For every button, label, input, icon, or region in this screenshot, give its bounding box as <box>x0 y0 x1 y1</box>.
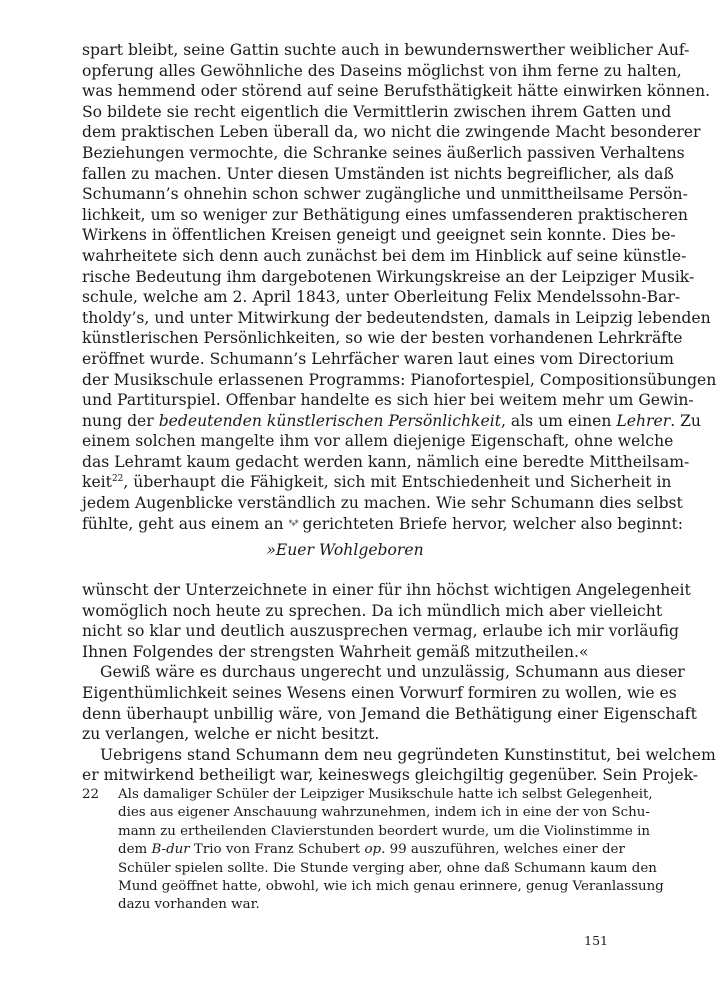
text-line: dem praktischen Leben überall da, wo nicht die zwingende Macht besonderer <box>82 123 701 142</box>
text-line: wahrheitete sich denn auch zunächst bei dem im Hinblick auf seine künstle- <box>82 246 687 265</box>
text-line: eröffnet wurde. Schumann’s Lehrfächer waren laut eines vom Directorium <box>82 349 674 368</box>
text-line: Eigenthümlichkeit seines Wesens einen Vorwurf formiren zu wollen, wie es <box>82 683 677 702</box>
text-line: womöglich noch heute zu sprechen. Da ich mündlich mich aber vielleicht <box>82 601 663 620</box>
text-line: künstlerischen Persönlichkeiten, so wie der besten vorhandenen Lehrkräfte <box>82 329 683 348</box>
text-line: rische Bedeutung ihm dargebotenen Wirkungskreise an der Leipziger Musik- <box>82 267 695 286</box>
text-line: nicht so klar und deutlich auszusprechen vermag, erlaube ich mir vorläufig <box>82 622 679 641</box>
italic-phrase: Lehrer <box>616 411 671 430</box>
footnote-line-emphasis <box>82 841 625 859</box>
asterism-mark: *⁎* <box>288 518 298 528</box>
footnote-line: dazu vorhanden war. <box>118 897 260 913</box>
body-paragraph-2 <box>82 580 716 786</box>
text-fragment: gerichteten Briefe hervor, welcher also beginnt: <box>297 514 683 533</box>
text-line: schule, welche am 2. April 1843, unter Oberleitung Felix Mendelssohn-Bar- <box>82 288 681 307</box>
text-line-footnote-ref <box>82 472 672 493</box>
text-line: zu verlangen, welche er nicht besitzt. <box>82 725 380 744</box>
text-line-asterism <box>82 514 683 535</box>
text-fragment: . Zu <box>670 411 701 430</box>
footnote-line: Schüler spielen sollte. Die Stunde verging aber, ohne daß Schumann kaum den <box>118 860 657 876</box>
footnote-line: mann zu ertheilenden Clavierstunden beordert wurde, um die Violinstimme in <box>118 823 651 839</box>
salutation-line <box>82 540 608 561</box>
footnote <box>82 786 664 915</box>
text-line: der Musikschule erlassenen Programms: Pianofortespiel, Compositionsübungen <box>82 370 716 389</box>
text-line: fallen zu machen. Unter diesen Umständen ist nichts begreiflicher, als daß <box>82 164 674 183</box>
text-line: Schumann’s ohnehin schon schwer zugängliche und unmittheilsame Persön- <box>82 185 688 204</box>
footnote-number: 22 <box>82 787 100 802</box>
italic-phrase: bedeutenden künstlerischen Persönlichkeit <box>158 411 501 430</box>
text-fragment: 99 auszuführen, welches einer der <box>385 842 625 858</box>
footnote-line: dies aus eigener Anschauung wahrzunehmen, indem ich in eine der von Schu- <box>118 805 650 821</box>
text-line: Beziehungen vermochte, die Schranke seines äußerlich passiven Verhaltens <box>82 143 685 162</box>
text-line: einem solchen mangelte ihm vor allem diejenige Eigenschaft, ohne welche <box>82 432 674 451</box>
text-fragment: keit <box>82 473 112 492</box>
footnote-reference[interactable]: 22 <box>111 474 124 485</box>
footnote-line <box>82 786 653 804</box>
text-line: was hemmend oder störend auf seine Berufsthätigkeit hätte einwirken können. <box>82 82 711 101</box>
text-line: und Partiturspiel. Offenbar handelte es sich hier bei weitem mehr um Gewin- <box>82 391 694 410</box>
text-line-emphasis <box>82 411 701 432</box>
body-paragraph-1 <box>82 40 716 534</box>
text-fragment: nung der <box>82 411 159 430</box>
text-line: jedem Augenblicke verständlich zu machen. Wie sehr Schumann dies selbst <box>82 494 683 513</box>
text-line: Ihnen Folgendes der strengsten Wahrheit gemäß mitzutheilen.« <box>82 642 589 661</box>
text-line: er mitwirkend betheiligt war, keineswegs gleichgiltig gegenüber. Sein Projek- <box>82 766 699 785</box>
letter-salutation <box>82 540 608 561</box>
text-fragment: fühlte, geht aus einem an <box>82 514 289 533</box>
text-line: opferung alles Gewöhnliche des Daseins möglichst von ihm ferne zu halten, <box>82 61 682 80</box>
text-line: das Lehramt kaum gedacht werden kann, nämlich eine beredte Mittheilsam- <box>82 452 690 471</box>
text-fragment: , überhaupt die Fähigkeit, sich mit Entschiedenheit und Sicherheit in <box>123 473 672 492</box>
salutation-text: »Euer Wohlgeboren <box>266 541 424 559</box>
text-line: So bildete sie recht eigentlich die Vermittlerin zwischen ihrem Gatten und <box>82 102 672 121</box>
footnote-text: Als damaliger Schüler der Leipziger Musikschule hatte ich selbst Gelegenheit, <box>118 787 653 802</box>
text-line: spart bleibt, seine Gattin suchte auch in bewundernswerther weiblicher Auf- <box>82 41 690 59</box>
text-line: tholdy’s, und unter Mitwirkung der bedeutendsten, damals in Leipzig lebenden <box>82 308 711 327</box>
text-line: denn überhaupt unbillig wäre, von Jemand die Bethätigung einer Eigenschaft <box>82 704 697 723</box>
italic-phrase: op. <box>364 842 386 858</box>
text-line: Wirkens in öffentlichen Kreisen geneigt und geeignet sein konnte. Dies be- <box>82 226 676 245</box>
text-line: wünscht der Unterzeichnete in einer für ihn höchst wichtigen Angelegenheit <box>82 581 691 599</box>
text-fragment: dem <box>118 842 152 858</box>
footnote-line: Mund geöffnet hatte, obwohl, wie ich mich genau erinnere, genug Veranlassung <box>118 878 664 894</box>
text-fragment: Trio von Franz Schubert <box>189 842 365 858</box>
text-line: lichkeit, um so weniger zur Bethätigung eines umfassenderen praktischeren <box>82 205 688 224</box>
italic-phrase: B-dur <box>151 842 190 858</box>
text-line: Uebrigens stand Schumann dem neu gegründeten Kunstinstitut, bei welchem <box>100 745 716 764</box>
text-fragment: , als um einen <box>500 411 617 430</box>
text-line: Gewiß wäre es durchaus ungerecht und unzulässig, Schumann aus dieser <box>100 663 685 682</box>
page-number: 151 <box>584 933 608 948</box>
